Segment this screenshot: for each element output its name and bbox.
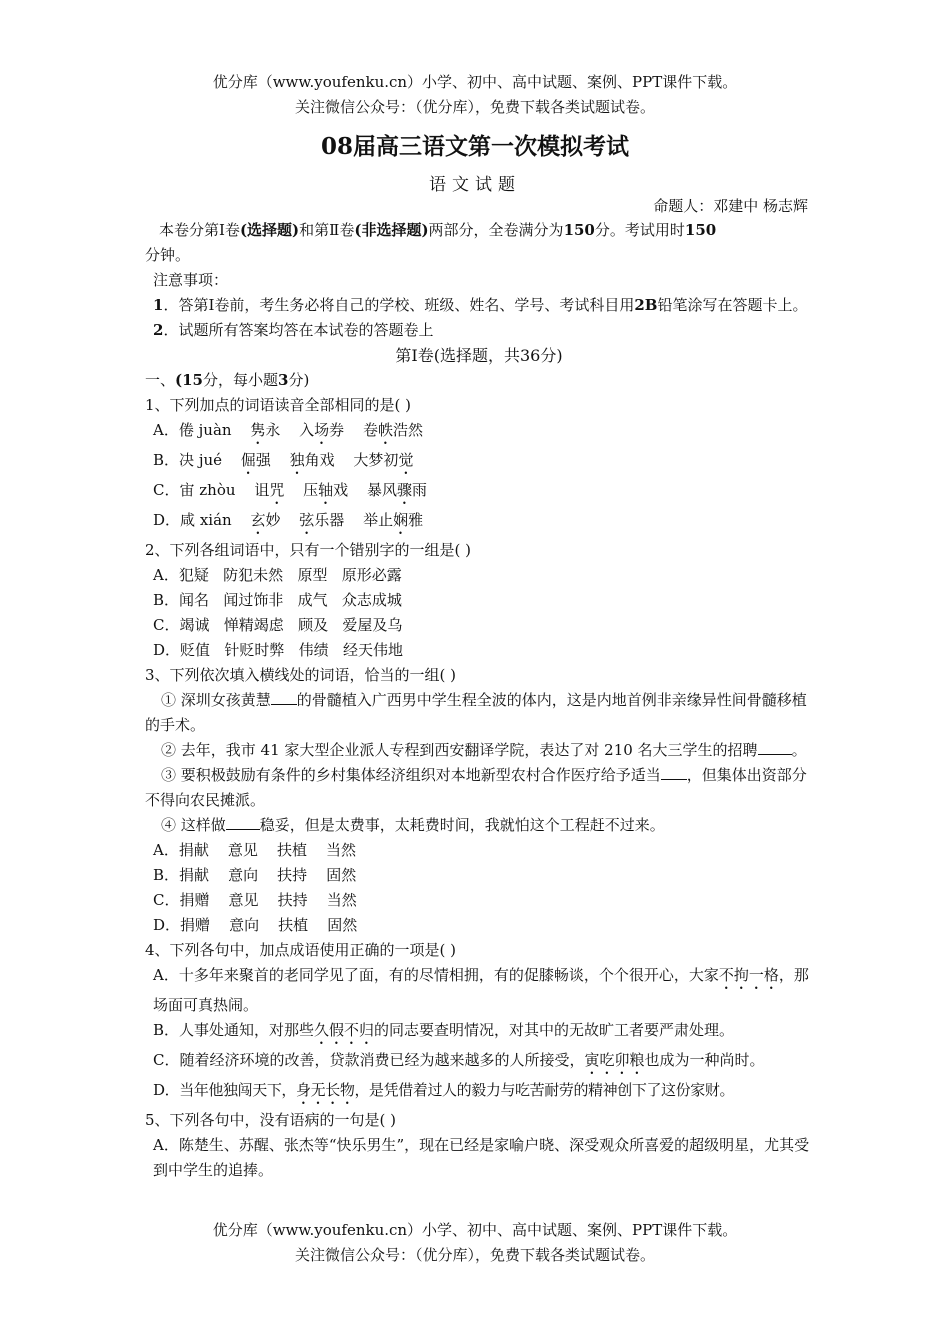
question-5-option-a: A．陈楚生、苏醒、张杰等“快乐男生”，现在已经是家喻户晓、深受观众所喜爱的超级明星，尤其受到中学生的追捧。: [153, 1136, 810, 1179]
page-header: [0, 70, 950, 120]
question-1-stem: 1、下列加点的词语读音全部相同的是( ): [145, 396, 412, 414]
question-4-option-a: A．十多年来聚首的老同学见了面，有的尽情相拥，有的促膝畅谈，个个很开心，大家不拘一格，那场面可真热闹。: [153, 966, 809, 1014]
question-1-option-c: C．宙 zhòu 诅咒 压轴戏 暴风骤雨: [153, 481, 427, 499]
exam-title: 08届高三语文第一次模拟考试: [320, 133, 629, 160]
question-5-stem: 5、下列各句中，没有语病的一句是( ): [145, 1111, 397, 1129]
question-3-sentence-3: ③ 要积极鼓励有条件的乡村集体经济组织对本地新型农村合作医疗给予适当 ，但集体出资部分不得向农民摊派。: [145, 766, 807, 809]
question-3-option-b: B．捐献 意向 扶持 固然: [153, 866, 357, 884]
question-3-stem: 3、下列依次填入横线处的词语，恰当的一组( ): [145, 666, 457, 684]
question-4-option-c: C．随着经济环境的改善，贷款消费已经为越来越多的人所接受，寅吃卯粮也成为一种尚时。: [153, 1051, 765, 1069]
question-2-option-a: A．犯疑 防犯未然 原型 原形必露: [153, 566, 402, 584]
question-3-sentence-1: ① 深圳女孩黄慧 的骨髓植入广西男中学生程全波的体内，这是内地首例非亲缘异性间骨髓移植的手术。: [145, 691, 807, 734]
exam-content: [145, 218, 813, 1183]
footer-line-2: 关注微信公众号：（优分库），免费下载各类试题试卷。: [294, 1246, 655, 1264]
question-3-option-c: C．捐赠 意见 扶持 当然: [153, 891, 357, 909]
note-1: 1．答第Ⅰ卷前，考生务必将自己的学校、班级、姓名、学号、考试科目用2B铅笔涂写在答题卡上。: [153, 296, 808, 314]
header-line-2: 关注微信公众号：（优分库），免费下载各类试题试卷。: [294, 98, 655, 116]
question-3-sentence-4: ④ 这样做 稳妥，但是太费事，太耗费时间，我就怕这个工程赶不过来。: [161, 816, 665, 834]
part-one-heading: 第Ⅰ卷(选择题，共36分): [395, 346, 563, 365]
intro-paragraph: 本卷分第Ⅰ卷(选择题)和第Ⅱ卷(非选择题)两部分，全卷满分为150分。考试用时150 分钟。: [145, 221, 717, 264]
question-4-stem: 4、下列各句中，加点成语使用正确的一项是( ): [145, 941, 457, 959]
blank-4: [226, 815, 260, 830]
exam-author: 命题人：邓建中 杨志辉: [653, 197, 808, 215]
blank-1: [271, 690, 297, 705]
exam-subtitle: 语文试题: [429, 175, 521, 195]
note-2: 2．试题所有答案均答在本试卷的答题卷上: [153, 321, 434, 339]
question-4-option-d: D．当年他独闯天下，身无长物，是凭借着过人的毅力与吃苦耐劳的精神创下了这份家财。: [153, 1081, 735, 1099]
question-3-option-d: D．捐赠 意向 扶植 固然: [153, 916, 358, 934]
blank-2: [758, 740, 792, 755]
question-1-option-a: A．倦 juàn 隽永 入场券 卷帙浩然: [153, 421, 424, 439]
page-footer: [0, 1218, 950, 1268]
question-3-option-a: A．捐献 意见 扶植 当然: [153, 841, 357, 859]
question-2-option-c: C．竭诚 惮精竭虑 顾及 爱屋及乌: [153, 616, 403, 634]
section-one-heading: 一、(15分，每小题3分): [145, 371, 310, 389]
question-1-option-b: B．决 jué 倔强 独角戏 大梦初觉: [153, 451, 414, 469]
question-2-option-d: D．贬值 针贬时弊 伟绩 经天伟地: [153, 641, 403, 659]
footer-line-1: 优分库（www.youfenku.cn）小学、初中、高中试题、案例、PPT课件下载。: [212, 1221, 738, 1239]
question-2-stem: 2、下列各组词语中，只有一个错别字的一组是( ): [145, 541, 472, 559]
header-line-1: 优分库（www.youfenku.cn）小学、初中、高中试题、案例、PPT课件下载。: [212, 73, 738, 91]
question-1-option-d: D．咸 xián 玄妙 弦乐器 举止娴雅: [153, 511, 424, 529]
blank-3: [661, 765, 687, 780]
question-4-option-b: B．人事处通知，对那些久假不归的同志要查明情况，对其中的无故旷工者要严肃处理。: [153, 1021, 735, 1039]
question-3-sentence-2: ② 去年，我市 41 家大型企业派人专程到西安翻译学院，表达了对 210 名大三学生的招聘 。: [161, 741, 807, 759]
question-2-option-b: B．闻名 闻过饰非 成气 众志成城: [153, 591, 402, 609]
notes-heading: 注意事项：: [153, 271, 229, 289]
